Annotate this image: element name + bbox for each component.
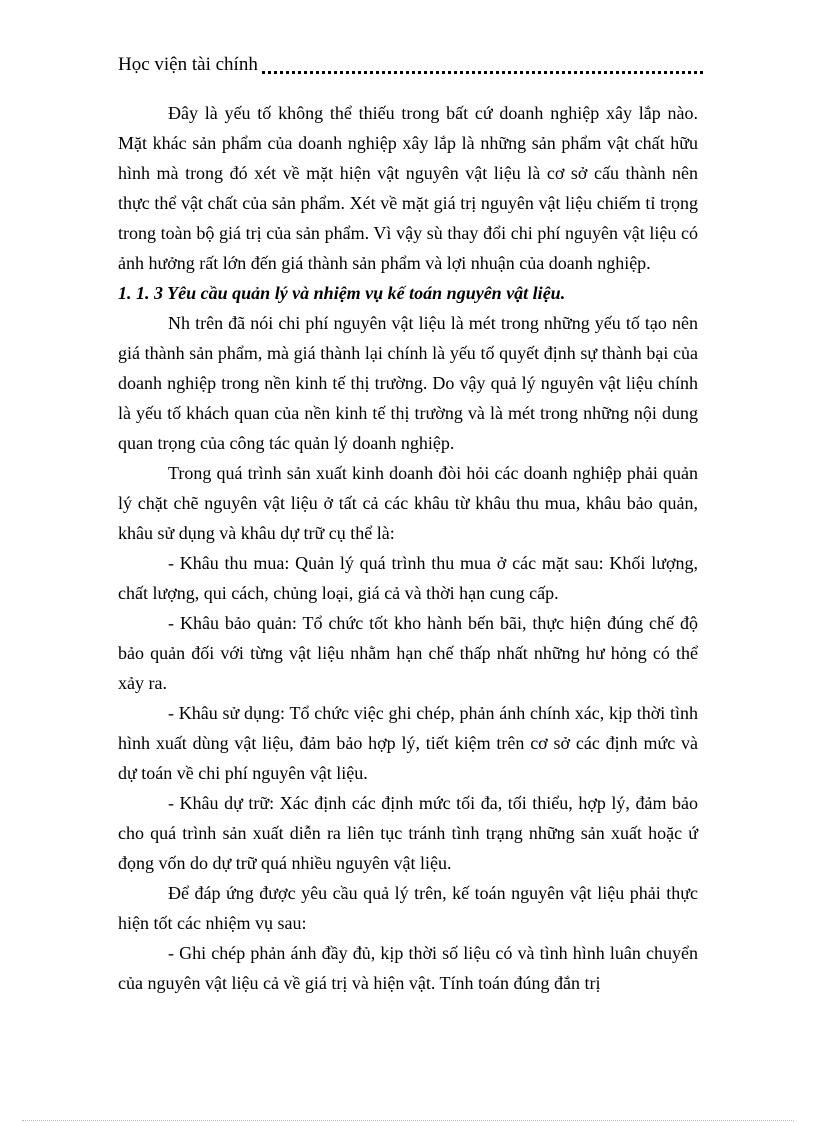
paragraph-process: Trong quá trình sản xuất kinh doanh đòi hỏi các doanh nghiệp phải quản lý chặt chẽ nguyên vật liệu ở tất cả các khâu từ khâu thu mua, khâu bảo quản, khâu sử dụng và khâu dự trữ cụ thể là: [118,463,698,543]
paragraph-intro: Đây là yếu tố không thể thiếu trong bất cứ doanh nghiệp xây lắp nào. Mặt khác sản phẩm của doanh nghiệp xây lắp là những sản phẩm vật chất hữu hình mà trong đó xét về mặt hiện vật nguyên vật liệu là cơ sở cấu thành nên thực thể vật chất của sản phẩm. Xét về mặt giá trị nguyên vật liệu chiếm tỉ trọng trong toàn bộ giá trị của sản phẩm. Vì vậy sù thay đổi chi phí nguyên vật liệu có ảnh hưởng rất lớn đến giá thành sản phẩm và lợi nhuận của doanh nghiệp. [118,103,698,273]
list-item-purchasing: - Khâu thu mua: Quản lý quá trình thu mua ở các mặt sau: Khối lượng, chất lượng, qui cách, chủng loại, giá cả và thời hạn cung cấp. [118,553,698,603]
list-item-recording: - Ghi chép phản ánh đầy đủ, kịp thời số liệu có và tình hình luân chuyển của nguyên vật liệu cả về giá trị và hiện vật. Tính toán đúng đắn trị [118,943,698,993]
section-heading: 1. 1. 3 Yêu cầu quản lý và nhiệm vụ kế toán nguyên vật liệu. [118,283,566,303]
header-title: Học viện tài chính [118,54,258,75]
footer-dotted-rule [22,1120,794,1121]
page-header [118,52,703,78]
list-item-reserve: - Khâu dự trữ: Xác định các định mức tối đa, tối thiểu, hợp lý, đảm bảo cho quá trình sản xuất diễn ra liên tục tránh tình trạng những sản xuất hoặc ứ đọng vốn do dự trữ quá nhiều nguyên vật liệu. [118,793,698,873]
list-item-usage: - Khâu sử dụng: Tổ chức việc ghi chép, phản ánh chính xác, kịp thời tình hình xuất dùng vật liệu, đảm bảo hợp lý, tiết kiệm trên cơ sở các định mức và dự toán về chi phí nguyên vật liệu. [118,703,698,783]
paragraph-management: Nh trên đã nói chi phí nguyên vật liệu là mét trong những yếu tố tạo nên giá thành sản phẩm, mà giá thành lại chính là yếu tố quyết định sự thành bại của doanh nghiệp trong nền kinh tế thị trường. Do vậy quả lý nguyên vật liệu chính là yếu tố khách quan của nền kinh tế thị trường và là mét trong những nội dung quan trọng của công tác quản lý doanh nghiệp. [118,313,698,453]
paragraph-tasks: Để đáp ứng được yêu cầu quả lý trên, kế toán nguyên vật liệu phải thực hiện tốt các nhiệm vụ sau: [118,883,698,933]
list-item-storage: - Khâu bảo quản: Tổ chức tốt kho hành bến bãi, thực hiện đúng chế độ bảo quản đối với từng vật liệu nhằm hạn chế thấp nhất những hư hỏng có thể xảy ra. [118,613,698,693]
document-body [118,98,698,998]
